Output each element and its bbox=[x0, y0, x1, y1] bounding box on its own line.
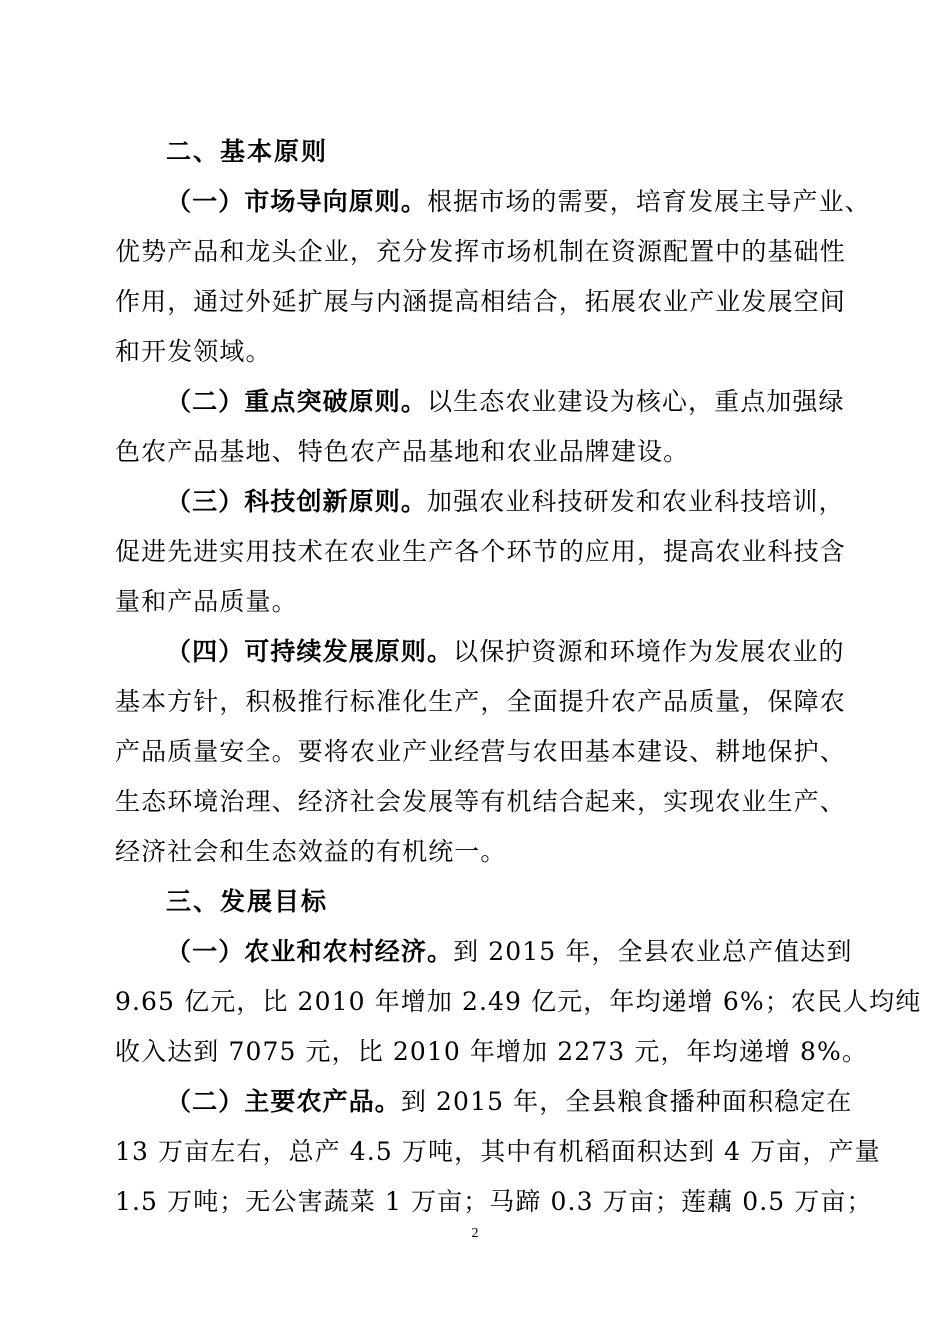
paragraph-lead-tech-innovation: （三）科技创新原则。 bbox=[166, 487, 428, 516]
paragraph-line: 促进先进实用技术在农业生产各个环节的应用，提高农业科技含 bbox=[115, 537, 846, 566]
paragraph-lead-sustainable-development: （四）可持续发展原则。 bbox=[166, 637, 454, 666]
paragraph-text: 以保护资源和环境作为发展农业的 bbox=[453, 637, 845, 666]
paragraph-line bbox=[166, 186, 871, 218]
paragraph-lead-market-orientation: （一）市场导向原则。 bbox=[166, 187, 428, 216]
paragraph-text: 到 2015 年，全县农业总产值达到 bbox=[453, 937, 853, 966]
paragraph-line bbox=[166, 636, 845, 668]
paragraph-text: 根据市场的需要，培育发展主导产业、 bbox=[427, 187, 871, 216]
page-number: 2 bbox=[471, 1226, 479, 1241]
paragraph-line: 基本方针，积极推行标准化生产，全面提升农产品质量，保障农 bbox=[115, 687, 846, 716]
section-heading-development-goals: 三、发展目标 bbox=[166, 887, 329, 916]
paragraph-lead-key-breakthrough: （二）重点突破原则。 bbox=[166, 387, 428, 416]
paragraph-line: 9.65 亿元，比 2010 年增加 2.49 亿元，年均递增 6%；农民人均纯 bbox=[115, 987, 922, 1016]
paragraph-line: 1.5 万吨；无公害蔬菜 1 万亩；马蹄 0.3 万亩；莲藕 0.5 万亩； bbox=[115, 1187, 873, 1216]
paragraph-lead-main-products: （二）主要农产品。 bbox=[166, 1087, 401, 1116]
paragraph-line bbox=[166, 1086, 852, 1118]
paragraph-line: 量和产品质量。 bbox=[115, 587, 298, 616]
paragraph-line: 生态环境治理、经济社会发展等有机结合起来，实现农业生产、 bbox=[115, 787, 846, 816]
paragraph-line: 13 万亩左右，总产 4.5 万吨，其中有机稻面积达到 4 万亩，产量 bbox=[115, 1137, 881, 1166]
section-heading-basic-principles: 二、基本原则 bbox=[166, 137, 329, 166]
paragraph-line: 作用，通过外延扩展与内涵提高相结合，拓展农业产业发展空间 bbox=[115, 287, 846, 316]
paragraph-line: 色农产品基地、特色农产品基地和农业品牌建设。 bbox=[115, 437, 690, 466]
paragraph-lead-agriculture-rural-economy: （一）农业和农村经济。 bbox=[166, 937, 454, 966]
paragraph-line bbox=[166, 936, 852, 968]
paragraph-line: 产品质量安全。要将农业产业经营与农田基本建设、耕地保护、 bbox=[115, 737, 846, 766]
paragraph-line: 和开发领域。 bbox=[115, 337, 272, 366]
paragraph-line bbox=[166, 486, 845, 518]
paragraph-line bbox=[166, 386, 845, 418]
paragraph-text: 到 2015 年，全县粮食播种面积稳定在 bbox=[400, 1087, 853, 1116]
paragraph-line: 收入达到 7075 元，比 2010 年增加 2273 元，年均递增 8%。 bbox=[115, 1037, 868, 1066]
paragraph-line: 优势产品和龙头企业，充分发挥市场机制在资源配置中的基础性 bbox=[115, 237, 846, 266]
paragraph-line: 经济社会和生态效益的有机统一。 bbox=[115, 837, 507, 866]
paragraph-text: 加强农业科技研发和农业科技培训， bbox=[427, 487, 845, 516]
paragraph-text: 以生态农业建设为核心，重点加强绿 bbox=[427, 387, 845, 416]
